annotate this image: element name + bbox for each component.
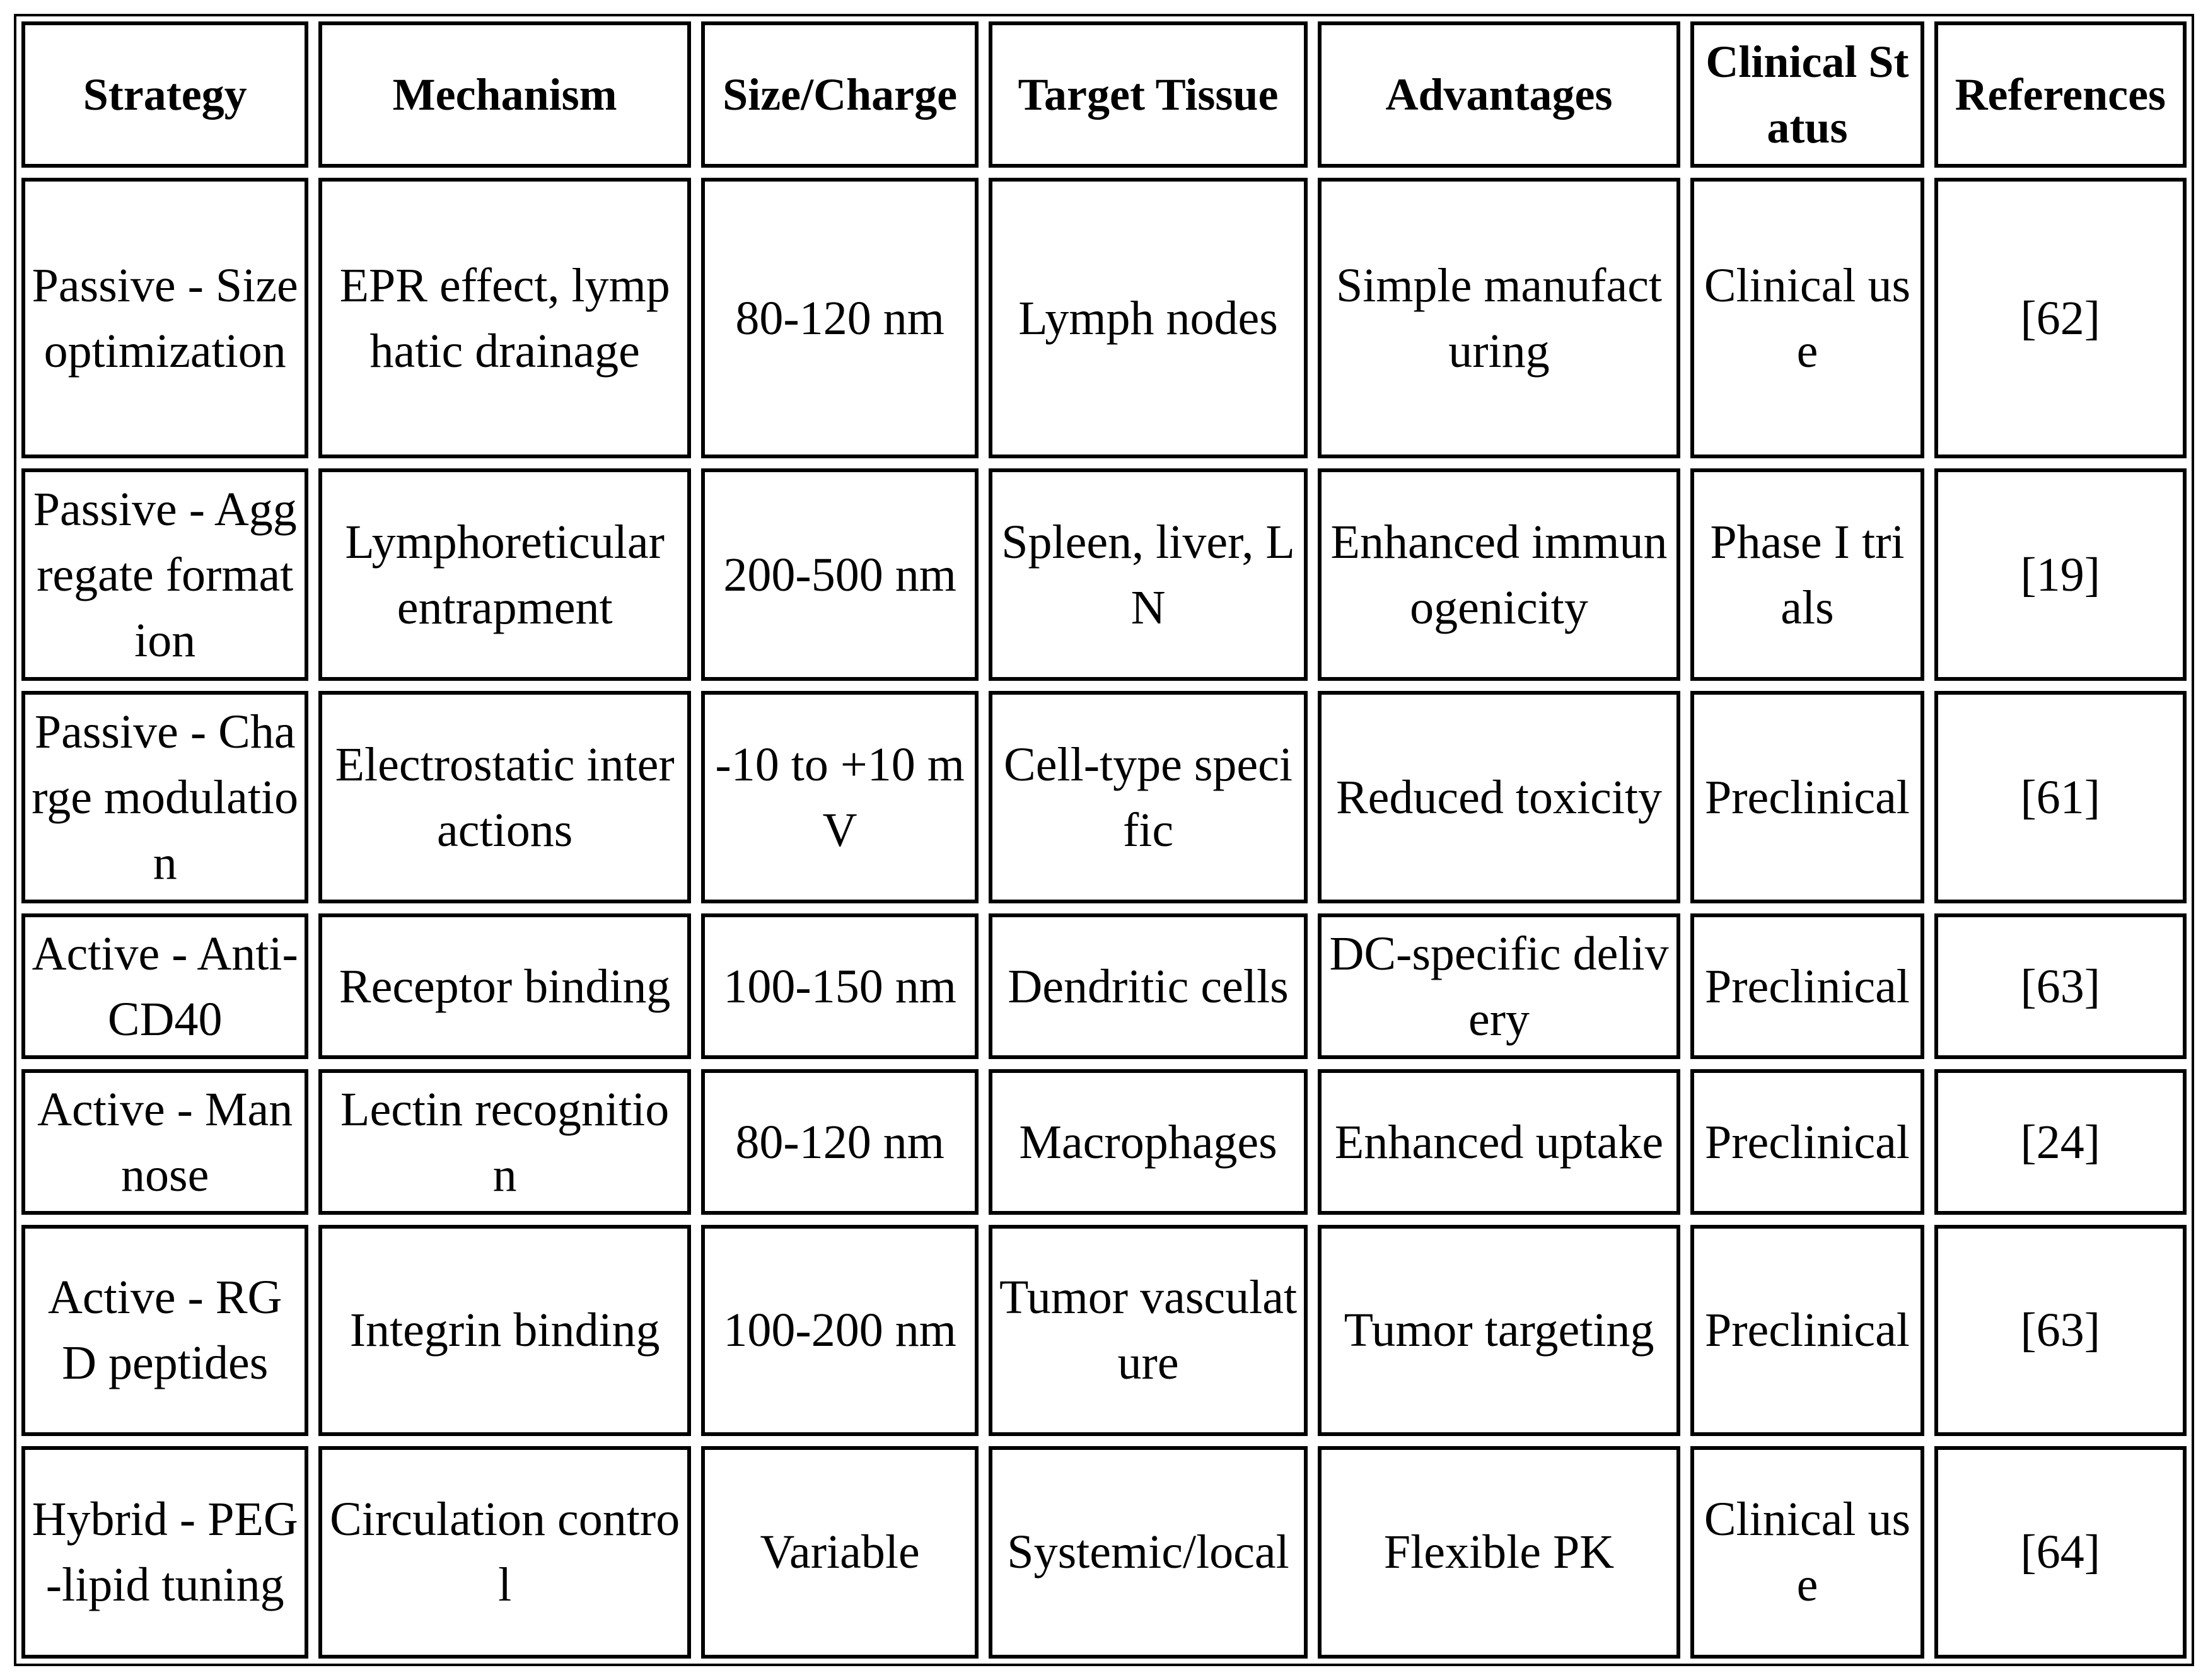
cell-size-charge: 200-500 nm (701, 468, 979, 681)
cell-mechanism: Circulation control (318, 1446, 691, 1659)
cell-references: [64] (1934, 1446, 2187, 1659)
cell-advantages: Tumor targeting (1318, 1225, 1681, 1436)
header-advantages: Advantages (1318, 21, 1681, 168)
cell-size-charge: -10 to +10 mV (701, 691, 979, 903)
cell-clinical-status: Preclinical (1690, 1069, 1924, 1215)
cell-clinical-status: Preclinical (1690, 913, 1924, 1059)
cell-strategy: Active - RGD peptides (21, 1225, 308, 1436)
cell-mechanism: EPR effect, lymphatic drainage (318, 178, 691, 458)
cell-references: [62] (1934, 178, 2187, 458)
header-strategy: Strategy (21, 21, 308, 168)
cell-advantages: Enhanced uptake (1318, 1069, 1681, 1215)
cell-advantages: DC-specific delivery (1318, 913, 1681, 1059)
cell-strategy: Passive - Charge modulation (21, 691, 308, 903)
cell-references: [19] (1934, 468, 2187, 681)
targeting-strategies-table (14, 14, 2194, 1666)
cell-strategy: Hybrid - PEG-lipid tuning (21, 1446, 308, 1659)
table-row (21, 468, 2187, 681)
table-row (21, 1069, 2187, 1215)
table-row (21, 691, 2187, 903)
header-references: References (1934, 21, 2187, 168)
cell-clinical-status: Preclinical (1690, 691, 1924, 903)
header-row (21, 21, 2187, 168)
cell-mechanism: Lymphoreticular entrapment (318, 468, 691, 681)
cell-strategy: Active - Mannose (21, 1069, 308, 1215)
cell-strategy: Passive - Aggregate formation (21, 468, 308, 681)
cell-advantages: Flexible PK (1318, 1446, 1681, 1659)
cell-target-tissue: Cell-type specific (989, 691, 1307, 903)
cell-advantages: Reduced toxicity (1318, 691, 1681, 903)
cell-size-charge: 100-200 nm (701, 1225, 979, 1436)
table-row (21, 178, 2187, 458)
cell-size-charge: 80-120 nm (701, 178, 979, 458)
cell-clinical-status: Preclinical (1690, 1225, 1924, 1436)
cell-size-charge: Variable (701, 1446, 979, 1659)
cell-mechanism: Lectin recognition (318, 1069, 691, 1215)
header-target-tissue: Target Tissue (989, 21, 1307, 168)
cell-target-tissue: Dendritic cells (989, 913, 1307, 1059)
cell-references: [24] (1934, 1069, 2187, 1215)
cell-references: [61] (1934, 691, 2187, 903)
cell-size-charge: 100-150 nm (701, 913, 979, 1059)
table-row (21, 1225, 2187, 1436)
cell-clinical-status: Clinical use (1690, 178, 1924, 458)
header-mechanism: Mechanism (318, 21, 691, 168)
cell-mechanism: Integrin binding (318, 1225, 691, 1436)
cell-mechanism: Electrostatic interactions (318, 691, 691, 903)
header-size-charge: Size/Charge (701, 21, 979, 168)
cell-size-charge: 80-120 nm (701, 1069, 979, 1215)
cell-clinical-status: Phase I trials (1690, 468, 1924, 681)
cell-target-tissue: Macrophages (989, 1069, 1307, 1215)
cell-target-tissue: Spleen, liver, LN (989, 468, 1307, 681)
cell-clinical-status: Clinical use (1690, 1446, 1924, 1659)
cell-references: [63] (1934, 913, 2187, 1059)
cell-mechanism: Receptor binding (318, 913, 691, 1059)
cell-target-tissue: Systemic/local (989, 1446, 1307, 1659)
table-row (21, 913, 2187, 1059)
header-clinical-status: Clinical Status (1690, 21, 1924, 168)
cell-references: [63] (1934, 1225, 2187, 1436)
data-table (11, 11, 2197, 1669)
cell-strategy: Active - Anti-CD40 (21, 913, 308, 1059)
cell-advantages: Enhanced immunogenicity (1318, 468, 1681, 681)
cell-strategy: Passive - Size optimization (21, 178, 308, 458)
table-row (21, 1446, 2187, 1659)
cell-target-tissue: Lymph nodes (989, 178, 1307, 458)
cell-target-tissue: Tumor vasculature (989, 1225, 1307, 1436)
cell-advantages: Simple manufacturing (1318, 178, 1681, 458)
